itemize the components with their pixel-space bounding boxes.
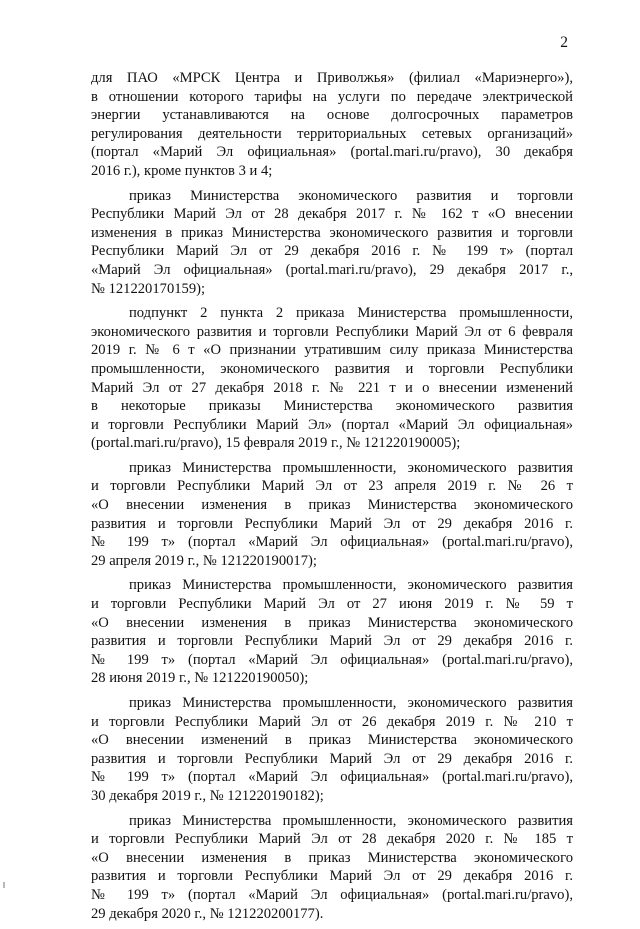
text-line: и торговли Республики Марий Эл» (портал «Марий Эл официальная» — [91, 416, 573, 433]
paragraph-4 — [91, 459, 573, 571]
text-line: и торговли Республики Марий Эл от 27 июня 2019 г. № 59 т — [91, 596, 573, 613]
text-line: «Марий Эл официальная» (portal.mari.ru/pravo), 29 декабря 2017 г., — [91, 261, 573, 278]
text-line: «О внесении изменения в приказ Министерства экономического — [91, 497, 573, 514]
text-line: развития и торговли Республики Марий Эл от 29 декабря 2016 г. — [91, 633, 573, 650]
paragraph-3 — [91, 304, 573, 453]
text-line: приказ Министерства промышленности, экономического развития — [129, 812, 573, 829]
text-line: изменения в приказ Министерства экономического развития и торговли — [91, 224, 573, 241]
text-line: для ПАО «МРСК Центра и Приволжья» (филиал «Мариэнерго»), — [91, 70, 573, 86]
paragraph-2 — [91, 187, 573, 299]
document-body — [91, 69, 573, 929]
text-line: № 199 т» (портал «Марий Эл официальная» (portal.mari.ru/pravo), — [91, 534, 573, 551]
text-line: промышленности, экономического развития и торговли Республики — [91, 360, 573, 377]
text-line: регулирования деятельности территориальных сетевых организаций» — [91, 125, 573, 142]
text-line: № 199 т» (портал «Марий Эл официальная» (portal.mari.ru/pravo), — [91, 886, 573, 903]
text-line: «О внесении изменений в приказ Министерства экономического — [91, 732, 573, 749]
text-line: 29 декабря 2020 г., № 121220200177). — [91, 905, 324, 922]
page-number: 2 — [560, 34, 568, 51]
text-line: и торговли Республики Марий Эл от 26 декабря 2019 г. № 210 т — [91, 713, 573, 730]
text-line: 30 декабря 2019 г., № 121220190182); — [91, 787, 324, 804]
text-line: приказ Министерства промышленности, экономического развития — [129, 695, 573, 711]
text-line: № 199 т» (портал «Марий Эл официальная» (portal.mari.ru/pravo), — [91, 651, 573, 668]
text-line: развития и торговли Республики Марий Эл от 29 декабря 2016 г. — [91, 750, 573, 767]
text-line: приказ Министерства промышленности, экономического развития — [129, 577, 573, 594]
text-line: энергии устанавливаются на основе долгосрочных параметров — [91, 107, 573, 124]
text-line: (портал «Марий Эл официальная» (portal.mari.ru/pravo), 30 декабря — [91, 144, 573, 161]
scan-artifact-mark — [3, 882, 5, 888]
text-line: приказ Министерства экономического развития и торговли — [129, 187, 573, 204]
text-line: развития и торговли Республики Марий Эл от 29 декабря 2016 г. — [91, 868, 573, 885]
text-line: приказ Министерства промышленности, экономического развития — [129, 459, 573, 476]
paragraph-6 — [91, 694, 573, 806]
text-line: в отношении которого тарифы на услуги по передаче электрической — [91, 88, 573, 105]
text-line: 28 июня 2019 г., № 121220190050); — [91, 670, 309, 687]
text-line: и торговли Республики Марий Эл от 23 апреля 2019 г. № 26 т — [91, 478, 573, 495]
text-line: № 199 т» (портал «Марий Эл официальная» (portal.mari.ru/pravo), — [91, 769, 573, 786]
text-line: «О внесении изменения в приказ Министерства экономического — [91, 614, 573, 631]
text-line: «О внесении изменения в приказ Министерства экономического — [91, 849, 573, 866]
text-line: экономического развития и торговли Республики Марий Эл от 6 февраля — [91, 323, 573, 340]
paragraph-7 — [91, 812, 573, 924]
text-line: Республики Марий Эл от 28 декабря 2017 г. № 162 т «О внесении — [91, 206, 573, 223]
paragraph-5 — [91, 576, 573, 688]
text-line: Республики Марий Эл от 29 декабря 2016 г. № 199 т» (портал — [91, 243, 573, 260]
text-line: подпункт 2 пункта 2 приказа Министерства промышленности, — [129, 305, 573, 322]
paragraph-1 — [91, 69, 573, 181]
text-line: развития и торговли Республики Марий Эл от 29 декабря 2016 г. — [91, 515, 573, 532]
text-line: 29 апреля 2019 г., № 121220190017); — [91, 552, 317, 569]
text-line: Марий Эл от 27 декабря 2018 г. № 221 т и о внесении изменений — [91, 379, 573, 396]
text-line: и торговли Республики Марий Эл от 28 декабря 2020 г. № 185 т — [91, 831, 573, 848]
text-line: в некоторые приказы Министерства экономического развития — [91, 398, 573, 415]
text-line: № 121220170159); — [91, 280, 206, 297]
text-line: (portal.mari.ru/pravo), 15 февраля 2019 г., № 121220190005); — [91, 435, 461, 452]
text-line: 2019 г. № 6 т «О признании утратившим силу приказа Министерства — [91, 342, 573, 359]
text-line: 2016 г.), кроме пунктов 3 и 4; — [91, 162, 273, 179]
